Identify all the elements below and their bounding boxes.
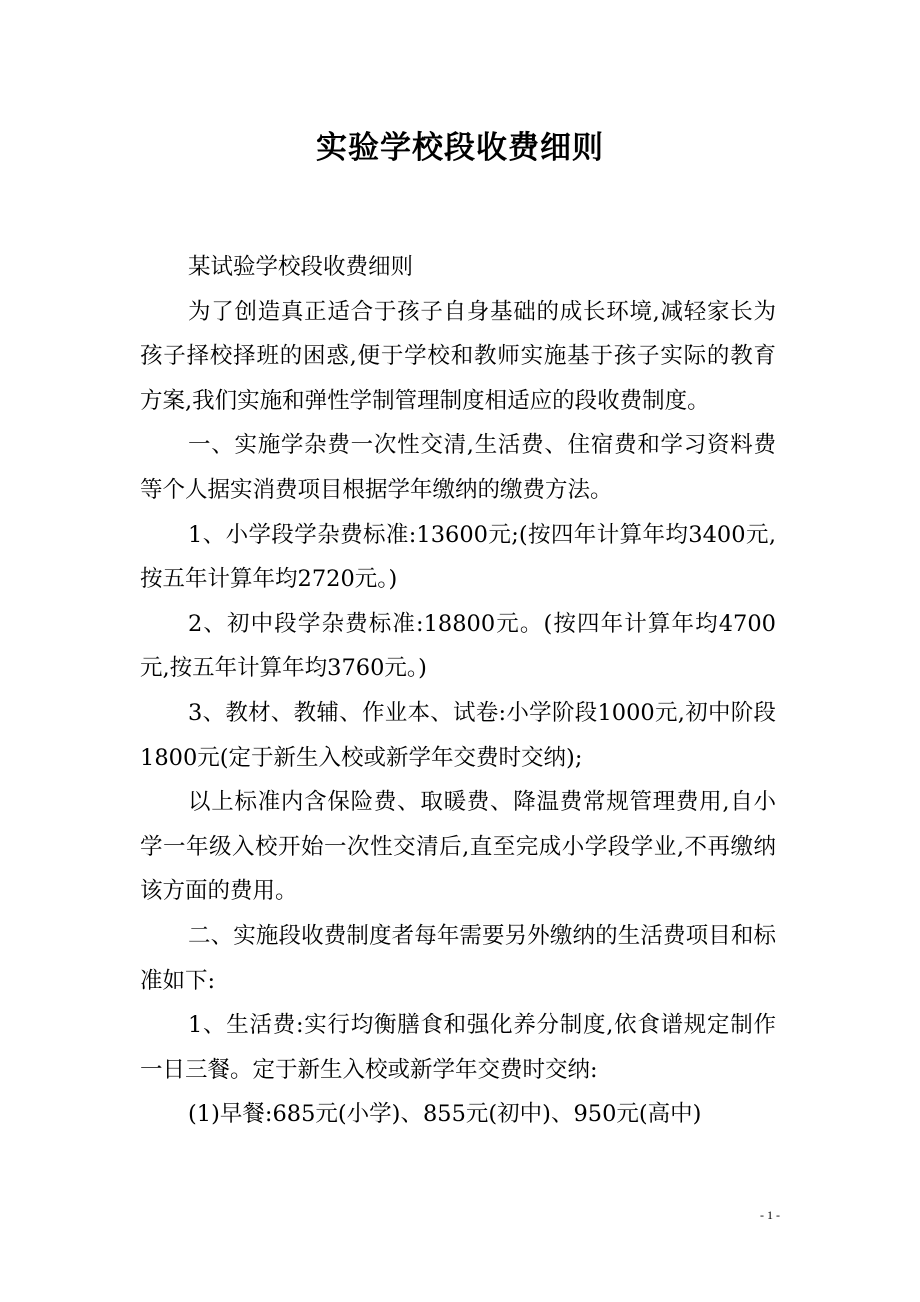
paragraph-fee-inclusions: 以上标准内含保险费、取暖费、降温费常规管理费用,自小学一年级入校开始一次性交清后,直至完成小学段学业,不再缴纳该方面的费用。 <box>140 789 776 905</box>
page-number: - 1 - <box>760 1208 780 1222</box>
document-body <box>140 245 776 1137</box>
document-title: 实验学校段收费细则 <box>316 130 604 166</box>
paragraph-breakfast-fee: (1)早餐:685元(小学)、855元(初中)、950元(高中) <box>188 1101 702 1128</box>
paragraph-subtitle: 某试验学校段收费细则 <box>188 254 414 280</box>
paragraph-materials-fee: 3、教材、教辅、作业本、试卷:小学阶段1000元,初中阶段1800元(定于新生入校或新学年交费时交纳); <box>140 699 776 771</box>
paragraph-living-fee: 1、生活费:实行均衡膳食和强化养分制度,依食谱规定制作一日三餐。定于新生入校或新学年交费时交纳: <box>140 1012 776 1083</box>
paragraph-middle-fee: 2、初中段学杂费标准:18800元。(按四年计算年均4700元,按五年计算年均3760元。) <box>140 610 776 682</box>
paragraph-primary-fee: 1、小学段学杂费标准:13600元;(按四年计算年均3400元,按五年计算年均2720元。) <box>140 521 776 593</box>
paragraph-intro: 为了创造真正适合于孩子自身基础的成长环境,减轻家长为孩子择校择班的困惑,便于学校和教师实施基于孩子实际的教育方案,我们实施和弹性学制管理制度相适应的段收费制度。 <box>140 298 776 414</box>
paragraph-section-two: 二、实施段收费制度者每年需要另外缴纳的生活费项目和标准如下: <box>140 922 776 994</box>
paragraph-section-one: 一、实施学杂费一次性交清,生活费、住宿费和学习资料费等个人据实消费项目根据学年缴纳的缴费方法。 <box>140 432 776 503</box>
